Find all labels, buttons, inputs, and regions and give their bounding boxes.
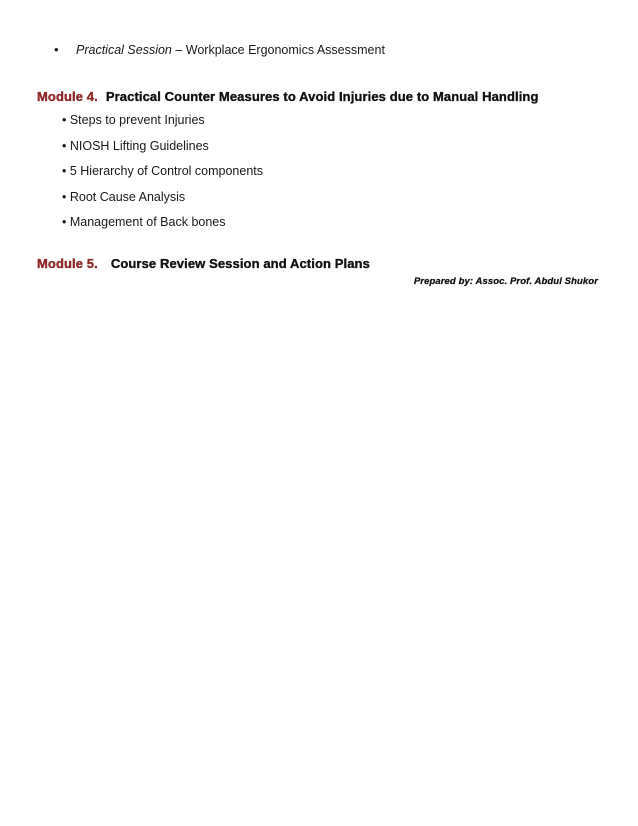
list-item: • NIOSH Lifting Guidelines — [62, 138, 209, 153]
module-4-number: Module 4. — [37, 89, 98, 104]
bullet-icon: • — [54, 42, 59, 57]
list-item: • 5 Hierarchy of Control components — [62, 164, 263, 178]
module-5-heading — [37, 255, 370, 272]
list-item: • Root Cause Analysis — [62, 189, 186, 204]
list-item: • Management of Back bones — [62, 215, 226, 229]
prepared-by-credit: Prepared by: Assoc. Prof. Abdul Shukor — [413, 276, 598, 287]
practical-session-description: – Workplace Ergonomics Assessment — [171, 43, 385, 57]
practical-session-label: Practical Session — [76, 43, 172, 57]
module-4-title: Practical Counter Measures to Avoid Injuries due to Manual Handling — [105, 89, 539, 104]
module-5-title: Course Review Session and Action Plans — [110, 256, 370, 271]
list-item: • Steps to prevent Injuries — [62, 113, 205, 127]
module-4-heading — [37, 88, 539, 105]
practical-session-item — [54, 42, 385, 58]
module-4-topic-list — [62, 112, 263, 240]
module-5-number: Module 5. — [37, 256, 98, 271]
